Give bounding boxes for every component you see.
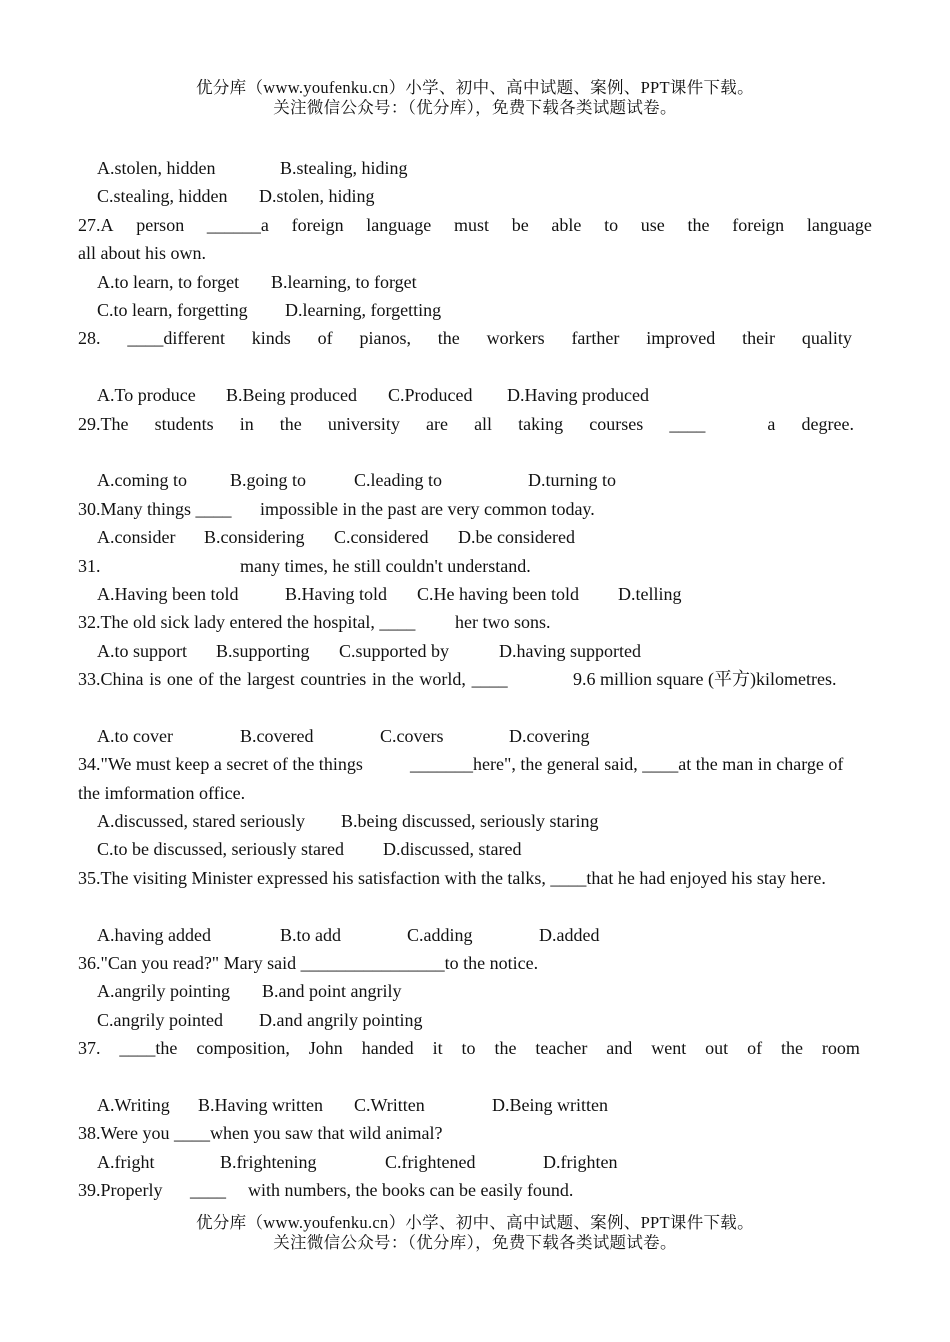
q32-options	[78, 637, 872, 665]
q26-option-a[interactable]: A.stolen, hidden	[97, 158, 216, 178]
q30-stem-end: impossible in the past are very common today.	[260, 498, 595, 519]
q37-option-c[interactable]: C.Written	[354, 1094, 425, 1115]
q35-options	[78, 921, 872, 949]
q37-word: room	[821, 1038, 860, 1059]
q37-word: the	[494, 1038, 517, 1059]
q31-option-a[interactable]: A.Having been told	[97, 583, 239, 604]
q37-word: it	[432, 1038, 443, 1059]
q28-word: farther	[571, 328, 620, 349]
q33-stem-end: 9.6 million square (平方)kilometres.	[573, 669, 837, 690]
q39-stem-end: with numbers, the books can be easily found.	[248, 1180, 574, 1201]
q36-options-row2	[78, 1006, 872, 1034]
q33-options	[78, 722, 872, 750]
q36-option-a[interactable]: A.angrily pointing	[97, 981, 230, 1002]
q26-option-c[interactable]: C.stealing, hidden	[97, 186, 228, 207]
q34-options-row1	[78, 807, 872, 835]
q38-options	[78, 1148, 872, 1176]
q30-options	[78, 523, 872, 551]
q30-option-c[interactable]: C.considered	[334, 527, 429, 548]
page-footer	[0, 1213, 950, 1253]
q34-option-a[interactable]: A.discussed, stared seriously	[97, 811, 305, 832]
q37-word: handed	[361, 1038, 414, 1059]
q33-option-b[interactable]: B.covered	[240, 725, 314, 746]
q32-stem-end: her two sons.	[455, 612, 551, 633]
q34-option-c[interactable]: C.to be discussed, seriously stared	[97, 839, 344, 860]
q27-option-b[interactable]: B.learning, to forget	[271, 271, 417, 292]
footer-line-2: 关注微信公众号：（优分库），免费下载各类试题试卷。	[273, 1233, 677, 1252]
q26-options-row1	[78, 154, 872, 182]
q31-options	[78, 580, 872, 608]
q27-word: ______a	[206, 214, 269, 235]
q29-option-a[interactable]: A.coming to	[97, 470, 187, 491]
q39-stem	[78, 1176, 872, 1204]
q37-options	[78, 1091, 872, 1119]
q33-option-c[interactable]: C.covers	[380, 725, 444, 746]
q37-word: to	[461, 1038, 476, 1059]
q32-option-c[interactable]: C.supported by	[339, 640, 449, 661]
q29-word: university	[327, 413, 400, 434]
q29-option-c[interactable]: C.leading to	[354, 470, 442, 491]
q38-option-a[interactable]: A.fright	[97, 1151, 155, 1172]
q30-option-b[interactable]: B.considering	[204, 527, 305, 548]
q35-option-d[interactable]: D.added	[539, 924, 600, 945]
q36-options-row1	[78, 977, 872, 1005]
q38-option-c[interactable]: C.frightened	[385, 1151, 476, 1172]
q30-stem-start: 30.Many things ____	[78, 498, 232, 519]
header-line-2: 关注微信公众号：（优分库），免费下载各类试题试卷。	[273, 98, 677, 117]
q37-word: composition,	[196, 1038, 290, 1059]
q27-options-row1	[78, 268, 872, 296]
q34-stem-continued: the imformation office.	[78, 782, 246, 803]
q29-option-b[interactable]: B.going to	[230, 470, 307, 491]
q32-option-b[interactable]: B.supporting	[216, 640, 310, 661]
q34-option-b[interactable]: B.being discussed, seriously staring	[341, 811, 599, 832]
q34-options-row2	[78, 835, 872, 863]
q28-word: kinds	[251, 328, 291, 349]
q29-option-d[interactable]: D.turning to	[528, 470, 616, 491]
q37-word: went	[651, 1038, 687, 1059]
q34-stem-start: 34."We must keep a secret of the things	[78, 754, 363, 775]
q28-word: pianos,	[359, 328, 411, 349]
q34-stem	[78, 750, 872, 778]
q27-word: the	[687, 214, 710, 235]
q28-option-d[interactable]: D.Having produced	[507, 385, 649, 406]
q27-options-row2	[78, 296, 872, 324]
q26-option-b[interactable]: B.stealing, hiding	[280, 158, 408, 178]
q26-options-row2	[78, 182, 872, 210]
q31-option-c[interactable]: C.He having been told	[417, 583, 579, 604]
q35-stem: 35.The visiting Minister expressed his satisfaction with the talks, ____that he had enjoyed his stay here.	[78, 867, 826, 888]
q29-word: a	[767, 413, 776, 434]
q29-word: 29.The	[78, 413, 129, 434]
q33-option-a[interactable]: A.to cover	[97, 725, 173, 746]
q31-stem-end: many times, he still couldn't understand.	[240, 555, 531, 576]
q27-word: language	[366, 214, 432, 235]
q37-stem	[78, 1034, 860, 1091]
q36-option-b[interactable]: B.and point angrily	[262, 981, 402, 1002]
q37-word: out	[705, 1038, 729, 1059]
q29-word: in	[239, 413, 254, 434]
q33-option-d[interactable]: D.covering	[509, 725, 590, 746]
q29-options	[78, 466, 872, 494]
q36-option-c[interactable]: C.angrily pointed	[97, 1009, 223, 1030]
q35-option-b[interactable]: B.to add	[280, 924, 341, 945]
q28-option-c[interactable]: C.Produced	[388, 385, 473, 406]
q28-word: quality	[801, 328, 852, 349]
q37-option-a[interactable]: A.Writing	[97, 1094, 170, 1115]
q38-option-b[interactable]: B.frightening	[220, 1151, 317, 1172]
q28-word: of	[317, 328, 333, 349]
q29-word: students	[154, 413, 214, 434]
q28-word: the	[437, 328, 460, 349]
q28-option-a[interactable]: A.To produce	[97, 385, 196, 406]
q27-word: must	[453, 214, 489, 235]
q37-word: ____the	[119, 1038, 178, 1059]
q29-word: taking	[518, 413, 564, 434]
q36-option-d[interactable]: D.and angrily pointing	[259, 1009, 423, 1030]
q28-word: ____different	[127, 328, 225, 349]
q30-stem	[78, 495, 872, 523]
q37-word: of	[747, 1038, 763, 1059]
question-list	[78, 154, 872, 1205]
q28-options	[78, 381, 872, 409]
q34-option-d[interactable]: D.discussed, stared	[383, 839, 522, 860]
q27-word: able	[551, 214, 582, 235]
q27-stem-continued: all about his own.	[78, 243, 206, 264]
q27-word: 27.A	[78, 214, 114, 235]
q36-stem: 36."Can you read?" Mary said ________________to the notice.	[78, 953, 539, 973]
q37-word: the	[780, 1038, 803, 1059]
q28-stem	[78, 324, 852, 381]
q37-option-b[interactable]: B.Having written	[198, 1094, 323, 1115]
q29-word: all	[474, 413, 493, 434]
q31-option-b[interactable]: B.Having told	[285, 583, 387, 604]
q37-word: and	[606, 1038, 633, 1059]
footer-line-1: 优分库（www.youfenku.cn）小学、初中、高中试题、案例、PPT课件下载。	[196, 1213, 754, 1232]
q29-word: courses	[589, 413, 644, 434]
q32-option-d[interactable]: D.having supported	[499, 640, 641, 661]
q31-option-d[interactable]: D.telling	[618, 583, 682, 604]
q33-stem-start: 33.China is one of the largest countries in the world, ____	[78, 669, 508, 690]
q37-word: John	[308, 1038, 343, 1059]
q39-stem-start: 39.Properly	[78, 1180, 163, 1201]
q27-option-a[interactable]: A.to learn, to forget	[97, 271, 240, 292]
q37-word: teacher	[535, 1038, 588, 1059]
q26-option-d[interactable]: D.stolen, hiding	[259, 186, 375, 207]
q33-stem	[78, 665, 872, 722]
q27-option-d[interactable]: D.learning, forgetting	[285, 299, 442, 320]
q28-word: improved	[646, 328, 716, 349]
q27-word: foreign	[732, 214, 785, 235]
q37-word: 37.	[78, 1038, 101, 1059]
q27-word: use	[640, 214, 665, 235]
q38-stem: 38.Were you ____when you saw that wild animal?	[78, 1123, 443, 1144]
q32-option-a[interactable]: A.to support	[97, 640, 187, 661]
q32-stem-start: 32.The old sick lady entered the hospital, ____	[78, 612, 416, 633]
q37-option-d[interactable]: D.Being written	[492, 1094, 608, 1115]
q32-stem	[78, 608, 872, 636]
q30-option-a[interactable]: A.consider	[97, 527, 176, 548]
header-line-1: 优分库（www.youfenku.cn）小学、初中、高中试题、案例、PPT课件下载。	[196, 78, 754, 97]
q27-word: be	[511, 214, 529, 235]
q35-option-a[interactable]: A.having added	[97, 924, 211, 945]
q28-word: 28.	[78, 328, 101, 349]
q27-word: person	[136, 214, 185, 235]
q31-stem	[78, 552, 872, 580]
q29-word: ____	[669, 413, 706, 434]
q30-option-d[interactable]: D.be considered	[458, 527, 575, 548]
q27-stem	[78, 211, 872, 239]
q29-word: are	[425, 413, 448, 434]
q28-option-b[interactable]: B.Being produced	[226, 385, 357, 406]
q29-stem	[78, 410, 854, 467]
q34-stem-end: _______here", the general said, ____at the man in charge of	[410, 754, 844, 775]
q38-option-d[interactable]: D.frighten	[543, 1151, 618, 1172]
q31-number: 31.	[78, 555, 101, 576]
q27-option-c[interactable]: C.to learn, forgetting	[97, 299, 248, 320]
q39-blank: ____	[190, 1180, 226, 1201]
q27-word: foreign	[291, 214, 344, 235]
q29-word: the	[279, 413, 302, 434]
q35-option-c[interactable]: C.adding	[407, 924, 473, 945]
q27-word: to	[604, 214, 619, 235]
q28-word: their	[742, 328, 776, 349]
q29-word: degree.	[801, 413, 854, 434]
q27-word: language	[806, 214, 872, 235]
q28-word: workers	[486, 328, 545, 349]
page-header	[0, 78, 950, 118]
